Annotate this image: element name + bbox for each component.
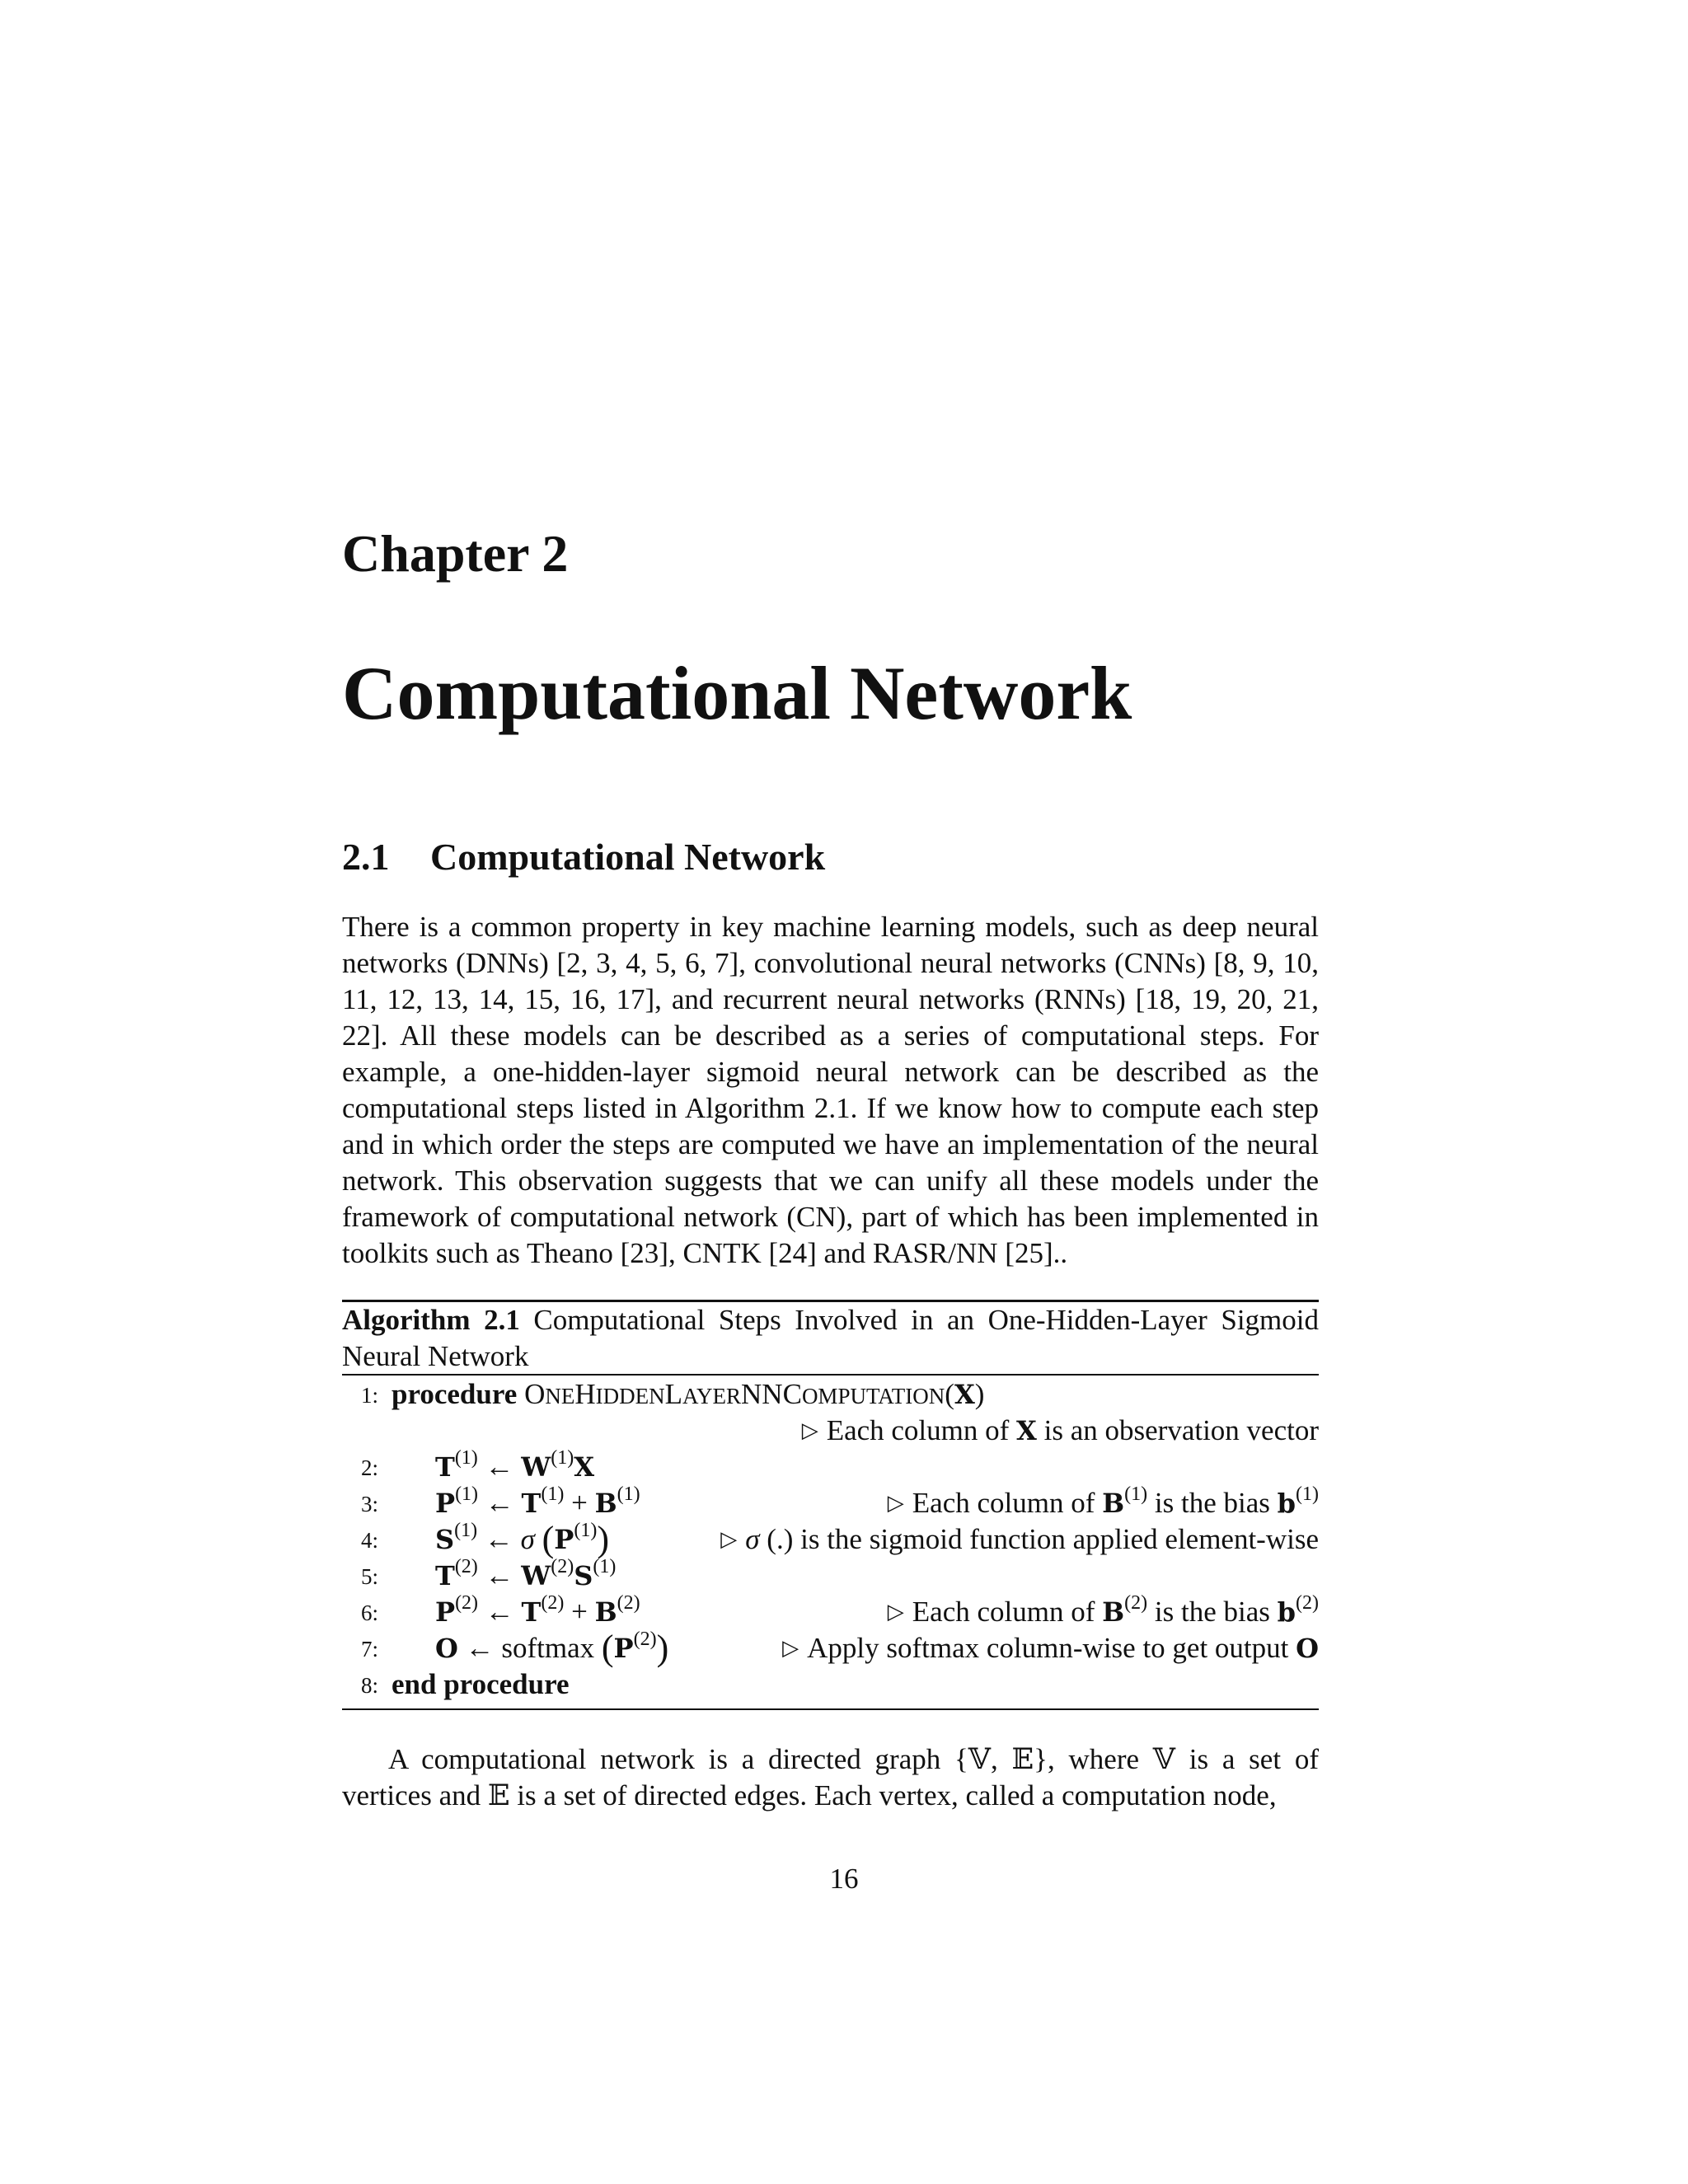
line-number: 8: (360, 1673, 378, 1698)
line-number: 5: (360, 1564, 378, 1589)
procedure-keyword: procedure (392, 1378, 518, 1410)
algorithm-code: O ← softmax $(P^{(2)})$ (435, 1628, 669, 1668)
algorithm-line-4 (342, 1521, 1319, 1558)
algorithm-caption-text: Computational Steps Involved in an One-Hidden-Layer Sigmoid Neural Network (342, 1304, 1319, 1372)
algorithm-line-1 (342, 1376, 1319, 1413)
algorithm-caption-rule (342, 1374, 1319, 1376)
line-number: 3: (360, 1492, 378, 1516)
algorithm-line-2 (342, 1449, 1319, 1485)
algorithm-line-1-comment (342, 1413, 1319, 1449)
algorithm-line-6 (342, 1594, 1319, 1630)
algorithm-line-7 (342, 1630, 1319, 1666)
body-paragraph-1: There is a common property in key machine learning models, such as deep neural networks (DNNs) [2, 3, 4, 5, 6, 7], convolutional neural networks (CNNs) [8, 9, 10, 11, 12, 13, 14, 15, 16, 17], and recurrent neural networks (RNNs) [18, 19, 20, 21, 22]. All these models can be described as a series of computational steps. For example, a one-hidden-layer sigmoid neural network can be described as the computational steps listed in Algorithm 2.1. If we know how to compute each step and in which order the steps are computed we have an implementation of the neural network. This observation suggests that we can unify all these models under the framework of computational network (CN), part of which has been implemented in toolkits such as Theano [23], CNTK [24] and RASR/NN [25].. (342, 911, 1319, 1269)
algorithm-line-8 (342, 1666, 1319, 1703)
algorithm-code: $P^{(1)}$ ← $T^{(1)} + B^{(1)}$ (435, 1483, 640, 1519)
procedure-name: ONEHIDDENLAYERNNCOMPUTATION (524, 1378, 945, 1410)
algorithm-caption (342, 1302, 1319, 1375)
procedure-header: procedure ONEHIDDENLAYERNNCOMPUTATION(X) (392, 1378, 985, 1410)
line-number: 7: (360, 1637, 378, 1661)
comment-triangle-icon: ▷ (887, 1600, 904, 1624)
algorithm-comment: ▷ Each column of $B^{(1)}$ is the bias $b^{(1)}$ (887, 1483, 1319, 1519)
procedure-arg: X (954, 1379, 975, 1410)
algorithm-label: Algorithm 2.1 (342, 1304, 520, 1336)
page-number: 16 (829, 1863, 859, 1895)
algorithm-line-5 (342, 1558, 1319, 1594)
comment-triangle-icon: ▷ (887, 1491, 904, 1515)
comment-triangle-icon: ▷ (782, 1636, 799, 1660)
comment-triangle-icon: ▷ (801, 1418, 818, 1442)
end-procedure: end procedure (392, 1668, 570, 1700)
algorithm-comment: ▷ σ (.) is the sigmoid function applied element-wise (720, 1523, 1319, 1555)
algorithm-code: $S^{(1)}$ ← σ $(P^{(1)})$ (435, 1519, 609, 1559)
algorithm-code: $T^{(1)}$ ← $W^{(1)}X$ (435, 1447, 595, 1483)
section-number: 2.1 (342, 836, 390, 878)
algorithm-line-3 (342, 1485, 1319, 1521)
line-number: 6: (360, 1601, 378, 1625)
algorithm-code: $P^{(2)}$ ← $T^{(2)} + B^{(2)}$ (435, 1592, 640, 1628)
algorithm-comment: ▷ Each column of $B^{(2)}$ is the bias $b^{(2)}$ (887, 1592, 1319, 1628)
algorithm-code: $T^{(2)}$ ← $W^{(2)}S^{(1)}$ (435, 1556, 617, 1591)
algorithm-comment: ▷ Each column of X is an observation vector (801, 1414, 1319, 1446)
algorithm-comment: ▷ Apply softmax column-wise to get output O (782, 1632, 1319, 1664)
body-paragraph-2: A computational network is a directed graph {𝕍, 𝔼}, where 𝕍 is a set of vertices and 𝔼 is a set of directed edges. Each vertex, called a computation node, (342, 1743, 1319, 1811)
chapter-title: Computational Network (342, 651, 1132, 735)
line-number: 1: (360, 1383, 378, 1408)
line-number: 4: (360, 1528, 378, 1553)
comment-triangle-icon: ▷ (720, 1527, 738, 1551)
algorithm-bottom-rule (342, 1708, 1319, 1710)
section-heading (342, 838, 825, 876)
section-title: Computational Network (430, 836, 826, 878)
chapter-label: Chapter 2 (342, 524, 569, 583)
line-number: 2: (360, 1455, 378, 1480)
